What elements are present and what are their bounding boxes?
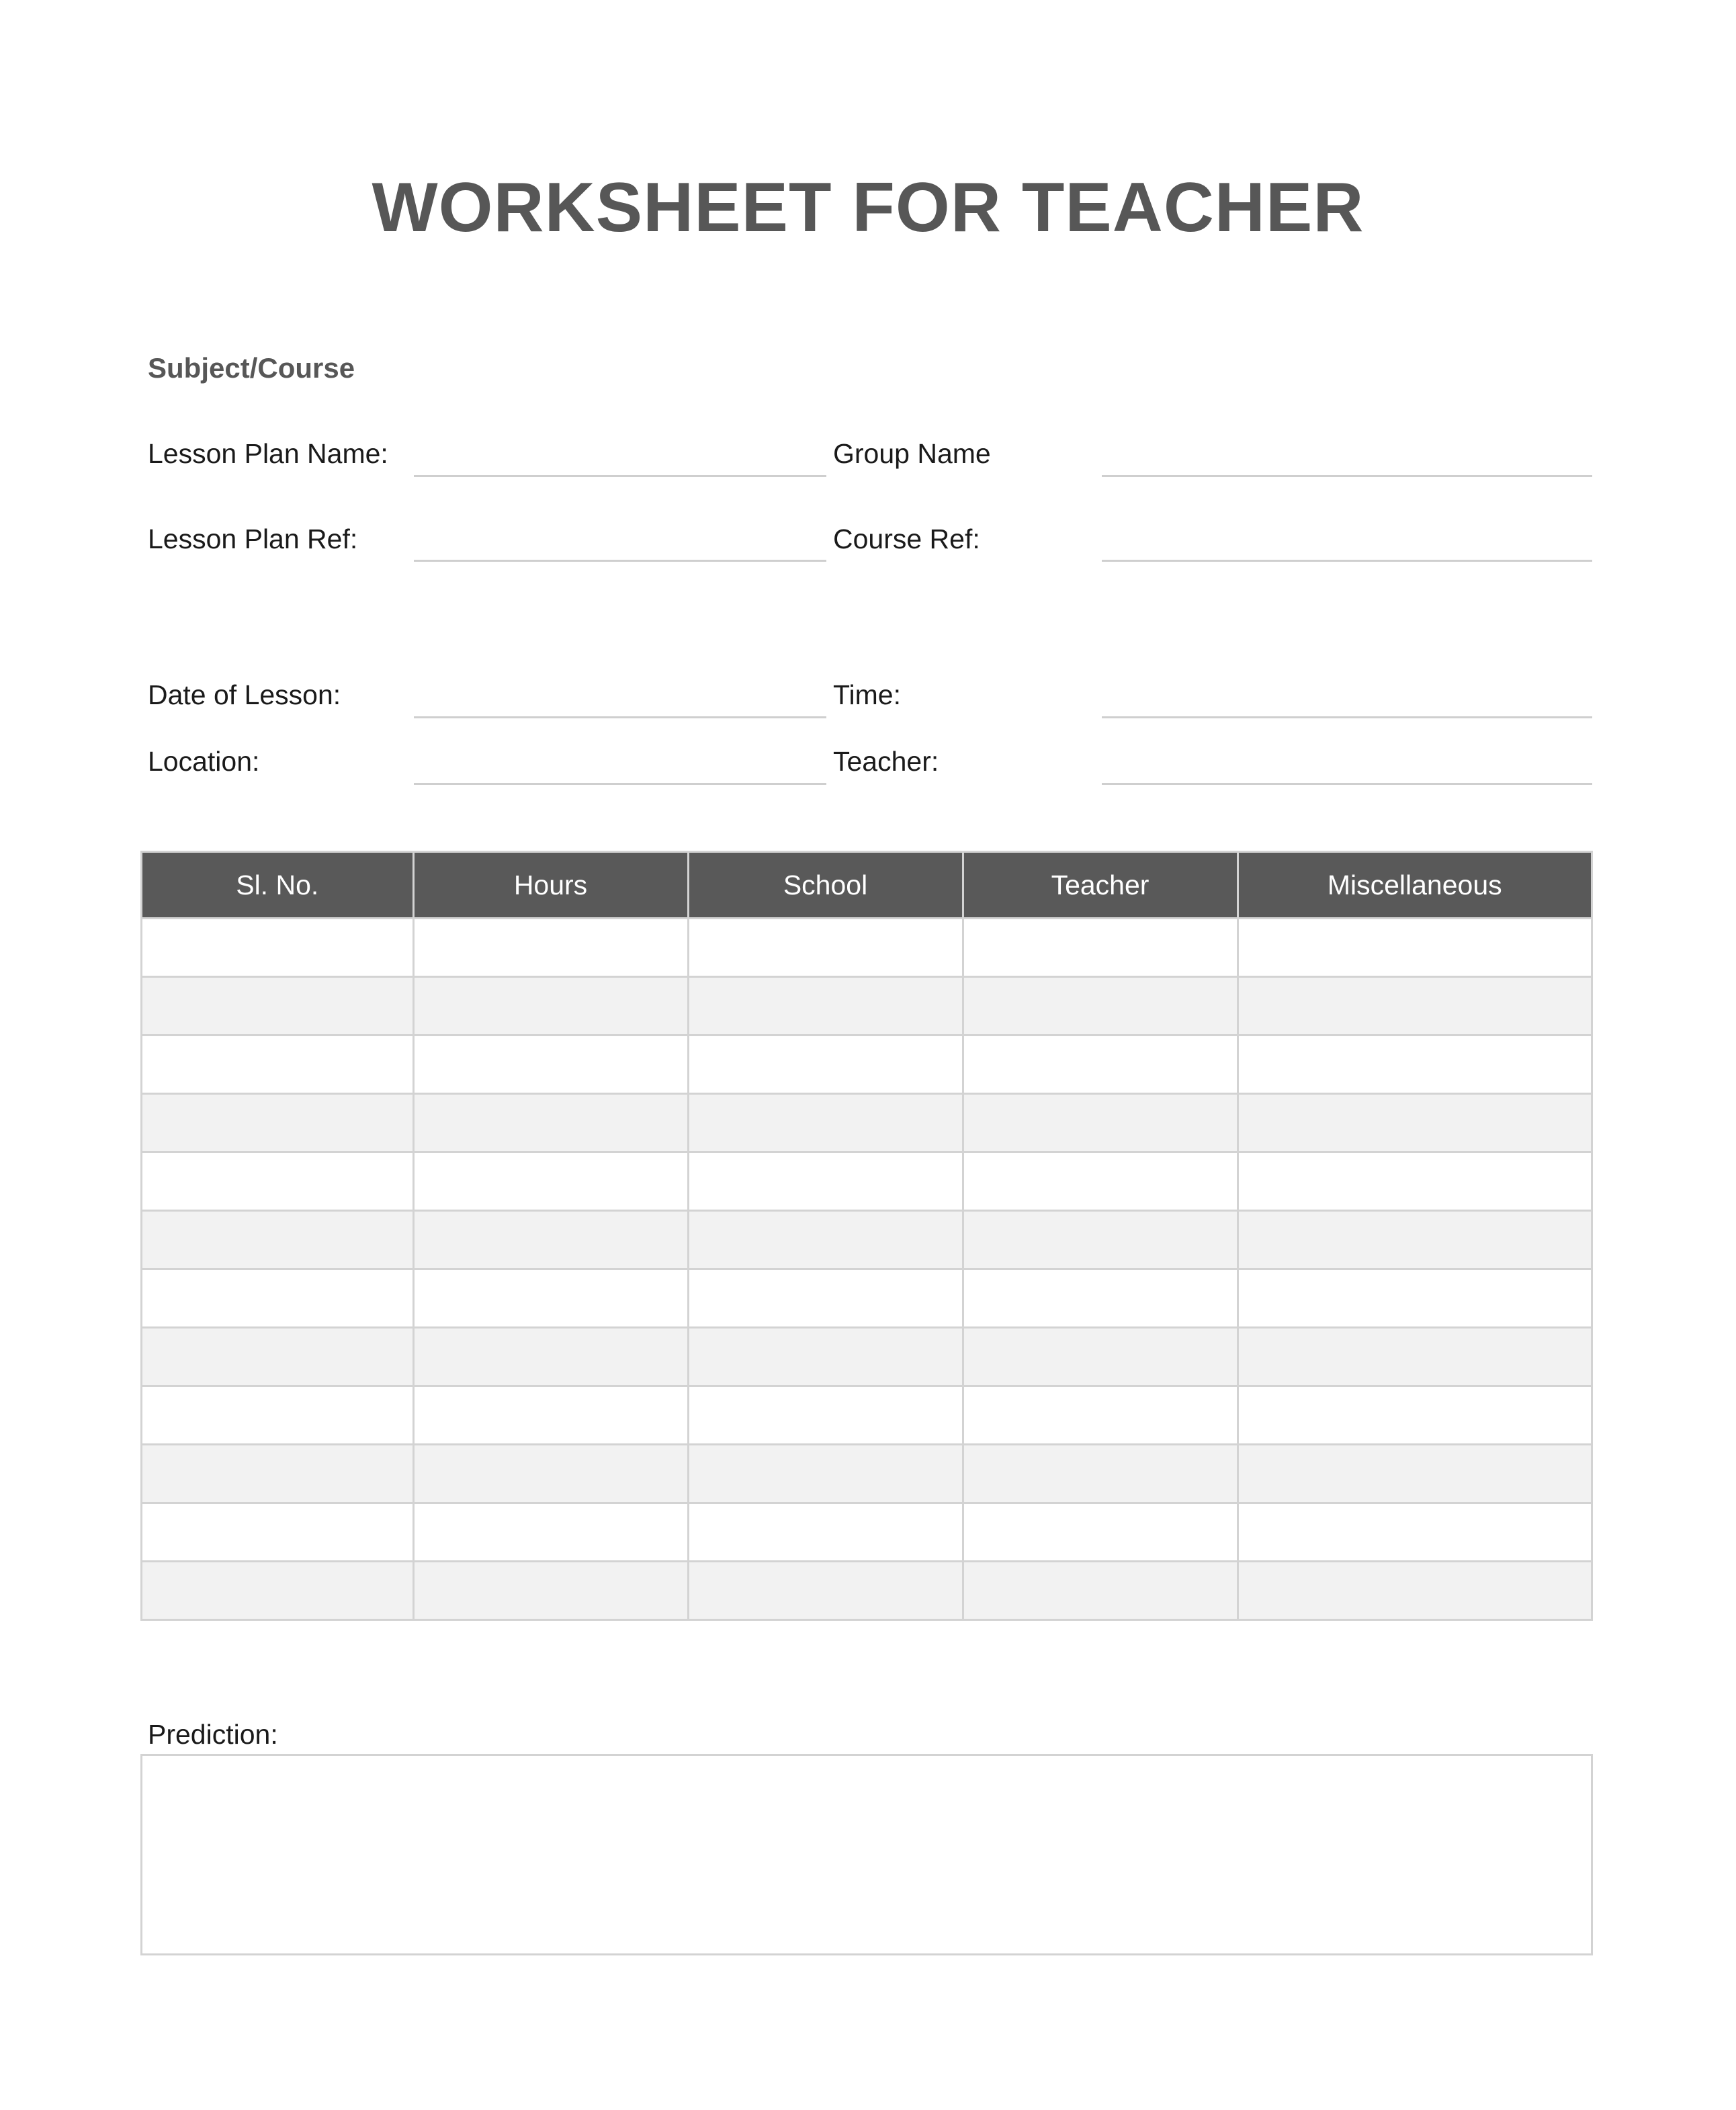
table-cell[interactable] bbox=[142, 1562, 413, 1619]
table-cell[interactable] bbox=[1238, 1152, 1591, 1211]
table-cell[interactable] bbox=[142, 919, 413, 977]
column-header-sl-no: Sl. No. bbox=[142, 853, 413, 919]
course-ref-label: Course Ref: bbox=[833, 523, 980, 554]
location-field[interactable] bbox=[414, 783, 826, 785]
table-cell[interactable] bbox=[688, 919, 963, 977]
prediction-label: Prediction: bbox=[148, 1719, 278, 1750]
date-of-lesson-label: Date of Lesson: bbox=[148, 679, 341, 710]
table-cell[interactable] bbox=[963, 1036, 1238, 1094]
table-row bbox=[142, 919, 1591, 977]
date-of-lesson-field[interactable] bbox=[414, 716, 826, 718]
table-cell[interactable] bbox=[142, 1036, 413, 1094]
table-cell[interactable] bbox=[688, 1562, 963, 1619]
column-header-miscellaneous: Miscellaneous bbox=[1238, 853, 1591, 919]
table-cell[interactable] bbox=[1238, 1036, 1591, 1094]
table-cell[interactable] bbox=[688, 1152, 963, 1211]
table-cell[interactable] bbox=[142, 977, 413, 1036]
table-row bbox=[142, 1036, 1591, 1094]
table-cell[interactable] bbox=[1238, 1269, 1591, 1328]
table-row bbox=[142, 1094, 1591, 1152]
table-cell[interactable] bbox=[1238, 1386, 1591, 1445]
table-cell[interactable] bbox=[142, 1094, 413, 1152]
table-cell[interactable] bbox=[142, 1386, 413, 1445]
table-cell[interactable] bbox=[1238, 1211, 1591, 1269]
table-cell[interactable] bbox=[963, 1269, 1238, 1328]
table-cell[interactable] bbox=[142, 1152, 413, 1211]
table-cell[interactable] bbox=[413, 1152, 688, 1211]
table-cell[interactable] bbox=[413, 1445, 688, 1503]
table-row bbox=[142, 1152, 1591, 1211]
table-cell[interactable] bbox=[963, 1152, 1238, 1211]
lesson-plan-name-field[interactable] bbox=[414, 475, 826, 477]
table-cell[interactable] bbox=[963, 1328, 1238, 1386]
course-ref-field[interactable] bbox=[1102, 560, 1592, 562]
table-cell[interactable] bbox=[413, 919, 688, 977]
table-cell[interactable] bbox=[688, 1445, 963, 1503]
teacher-field[interactable] bbox=[1102, 783, 1592, 785]
table-cell[interactable] bbox=[1238, 1503, 1591, 1562]
table-cell[interactable] bbox=[688, 1211, 963, 1269]
table-cell[interactable] bbox=[413, 1036, 688, 1094]
table-cell[interactable] bbox=[963, 1211, 1238, 1269]
table-row bbox=[142, 1445, 1591, 1503]
table-cell[interactable] bbox=[142, 1503, 413, 1562]
table-cell[interactable] bbox=[413, 1562, 688, 1619]
group-name-label: Group Name bbox=[833, 438, 991, 469]
table-cell[interactable] bbox=[688, 1094, 963, 1152]
teacher-label: Teacher: bbox=[833, 746, 939, 777]
table-cell[interactable] bbox=[1238, 1094, 1591, 1152]
table-row bbox=[142, 1328, 1591, 1386]
table-cell[interactable] bbox=[688, 1036, 963, 1094]
lesson-plan-ref-label: Lesson Plan Ref: bbox=[148, 523, 358, 554]
page-title: WORKSHEET FOR TEACHER bbox=[372, 169, 1364, 247]
table-cell[interactable] bbox=[413, 1211, 688, 1269]
table-cell[interactable] bbox=[1238, 1445, 1591, 1503]
table-cell[interactable] bbox=[963, 1503, 1238, 1562]
table-row bbox=[142, 1269, 1591, 1328]
column-header-hours: Hours bbox=[413, 853, 688, 919]
column-header-school: School bbox=[688, 853, 963, 919]
table-cell[interactable] bbox=[1238, 919, 1591, 977]
table-row bbox=[142, 1562, 1591, 1619]
subject-course-heading: Subject/Course bbox=[148, 352, 355, 384]
table-cell[interactable] bbox=[963, 977, 1238, 1036]
table-cell[interactable] bbox=[688, 1386, 963, 1445]
lesson-plan-ref-field[interactable] bbox=[414, 560, 826, 562]
table-cell[interactable] bbox=[1238, 977, 1591, 1036]
table-cell[interactable] bbox=[688, 1269, 963, 1328]
table-cell[interactable] bbox=[142, 1328, 413, 1386]
table-cell[interactable] bbox=[413, 1503, 688, 1562]
location-label: Location: bbox=[148, 746, 260, 777]
table-cell[interactable] bbox=[413, 1094, 688, 1152]
table-cell[interactable] bbox=[963, 1094, 1238, 1152]
table-header-row bbox=[142, 853, 1591, 919]
table-cell[interactable] bbox=[688, 977, 963, 1036]
table-cell[interactable] bbox=[142, 1445, 413, 1503]
table-cell[interactable] bbox=[963, 919, 1238, 977]
table-row bbox=[142, 1211, 1591, 1269]
table-cell[interactable] bbox=[963, 1445, 1238, 1503]
table-row bbox=[142, 977, 1591, 1036]
table-cell[interactable] bbox=[142, 1211, 413, 1269]
table-cell[interactable] bbox=[413, 1386, 688, 1445]
table-cell[interactable] bbox=[142, 1269, 413, 1328]
table-cell[interactable] bbox=[688, 1328, 963, 1386]
worksheet-table bbox=[140, 851, 1593, 1621]
table-row bbox=[142, 1503, 1591, 1562]
table-cell[interactable] bbox=[1238, 1562, 1591, 1619]
time-field[interactable] bbox=[1102, 716, 1592, 718]
table-row bbox=[142, 1386, 1591, 1445]
group-name-field[interactable] bbox=[1102, 475, 1592, 477]
lesson-plan-name-label: Lesson Plan Name: bbox=[148, 438, 388, 469]
table-cell[interactable] bbox=[413, 1328, 688, 1386]
table-cell[interactable] bbox=[413, 977, 688, 1036]
table-cell[interactable] bbox=[1238, 1328, 1591, 1386]
time-label: Time: bbox=[833, 679, 901, 710]
prediction-textarea[interactable] bbox=[140, 1754, 1593, 1955]
table-cell[interactable] bbox=[413, 1269, 688, 1328]
table-cell[interactable] bbox=[963, 1562, 1238, 1619]
column-header-teacher: Teacher bbox=[963, 853, 1238, 919]
table-cell[interactable] bbox=[963, 1386, 1238, 1445]
table-cell[interactable] bbox=[688, 1503, 963, 1562]
